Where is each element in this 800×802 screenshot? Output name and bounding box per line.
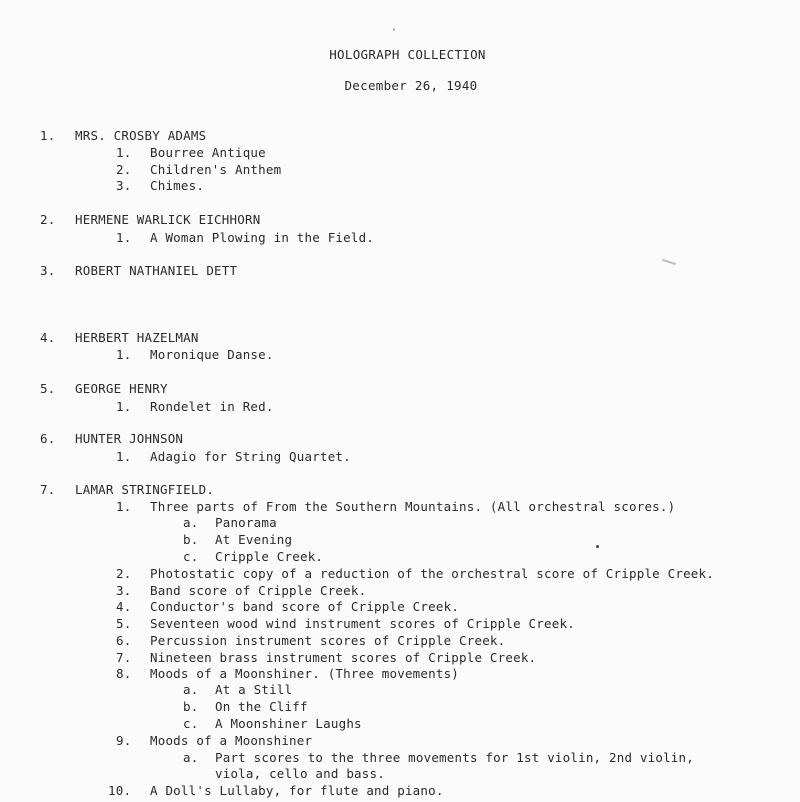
composer-name: ROBERT NATHANIEL DETT: [75, 263, 238, 278]
sub-item-title: Cripple Creek.: [215, 549, 324, 564]
composer-name: MRS. CROSBY ADAMS: [75, 128, 207, 143]
work-title: Children's Anthem: [150, 162, 282, 177]
work-title: Bourree Antique: [150, 145, 266, 160]
document-date: December 26, 1940: [344, 78, 478, 93]
sub-item-title: At Evening: [215, 532, 293, 547]
work-title: Percussion instrument scores of Cripple Creek.: [150, 633, 506, 648]
sub-item-letter: a.: [183, 750, 199, 765]
work-number: 2.: [116, 162, 132, 177]
work-title: Moods of a Moonshiner. (Three movements): [150, 666, 460, 681]
work-number: 1.: [116, 230, 132, 245]
work-number: 4.: [116, 599, 132, 614]
work-title: Seventeen wood wind instrument scores of Cripple Creek.: [150, 616, 575, 631]
composer-number: 7.: [40, 482, 56, 497]
page-mark: [393, 28, 395, 31]
sub-item-letter: c.: [183, 549, 199, 564]
sub-item-letter: a.: [183, 682, 199, 697]
work-title: Band score of Cripple Creek.: [150, 583, 367, 598]
work-number: 1.: [116, 449, 132, 464]
sub-item-title: Part scores to the three movements for 1st violin, 2nd violin,: [215, 750, 694, 765]
work-number: 10.: [108, 783, 132, 798]
composer-number: 2.: [40, 212, 56, 227]
work-number: 3.: [116, 583, 132, 598]
sub-item-title: On the Cliff: [215, 699, 308, 714]
composer-name: HUNTER JOHNSON: [75, 431, 184, 446]
page-mark: [596, 545, 599, 548]
work-number: 7.: [116, 650, 132, 665]
sub-item-title: A Moonshiner Laughs: [215, 716, 362, 731]
sub-item-letter: c.: [183, 716, 199, 731]
work-title: Moronique Danse.: [150, 347, 274, 362]
document-title: HOLOGRAPH COLLECTION: [329, 47, 486, 62]
work-title: Moods of a Moonshiner: [150, 733, 313, 748]
work-title: Photostatic copy of a reduction of the orchestral score of Cripple Creek.: [150, 566, 714, 581]
work-title: Rondelet in Red.: [150, 399, 274, 414]
work-number: 2.: [116, 566, 132, 581]
composer-number: 6.: [40, 431, 56, 446]
work-title: A Doll's Lullaby, for flute and piano.: [150, 783, 444, 798]
work-title: Chimes.: [150, 178, 205, 193]
work-title: Three parts of From the Southern Mountains. (All orchestral scores.): [150, 499, 676, 514]
work-number: 1.: [116, 499, 132, 514]
sub-item-letter: b.: [183, 532, 199, 547]
work-number: 5.: [116, 616, 132, 631]
composer-name: LAMAR STRINGFIELD.: [75, 482, 215, 497]
work-title: Adagio for String Quartet.: [150, 449, 351, 464]
composer-number: 4.: [40, 330, 56, 345]
composer-name: GEORGE HENRY: [75, 381, 168, 396]
sub-item-continuation: viola, cello and bass.: [215, 766, 385, 781]
work-number: 1.: [116, 145, 132, 160]
work-number: 1.: [116, 347, 132, 362]
work-number: 1.: [116, 399, 132, 414]
composer-name: HERMENE WARLICK EICHHORN: [75, 212, 261, 227]
page-mark: [662, 259, 676, 265]
composer-name: HERBERT HAZELMAN: [75, 330, 199, 345]
composer-number: 5.: [40, 381, 56, 396]
work-number: 9.: [116, 733, 132, 748]
sub-item-letter: b.: [183, 699, 199, 714]
work-title: Conductor's band score of Cripple Creek.: [150, 599, 460, 614]
work-title: Nineteen brass instrument scores of Cripple Creek.: [150, 650, 537, 665]
composer-number: 1.: [40, 128, 56, 143]
sub-item-title: At a Still: [215, 682, 293, 697]
work-number: 8.: [116, 666, 132, 681]
work-number: 3.: [116, 178, 132, 193]
work-title: A Woman Plowing in the Field.: [150, 230, 375, 245]
work-number: 6.: [116, 633, 132, 648]
sub-item-title: Panorama: [215, 515, 277, 530]
composer-number: 3.: [40, 263, 56, 278]
sub-item-letter: a.: [183, 515, 199, 530]
